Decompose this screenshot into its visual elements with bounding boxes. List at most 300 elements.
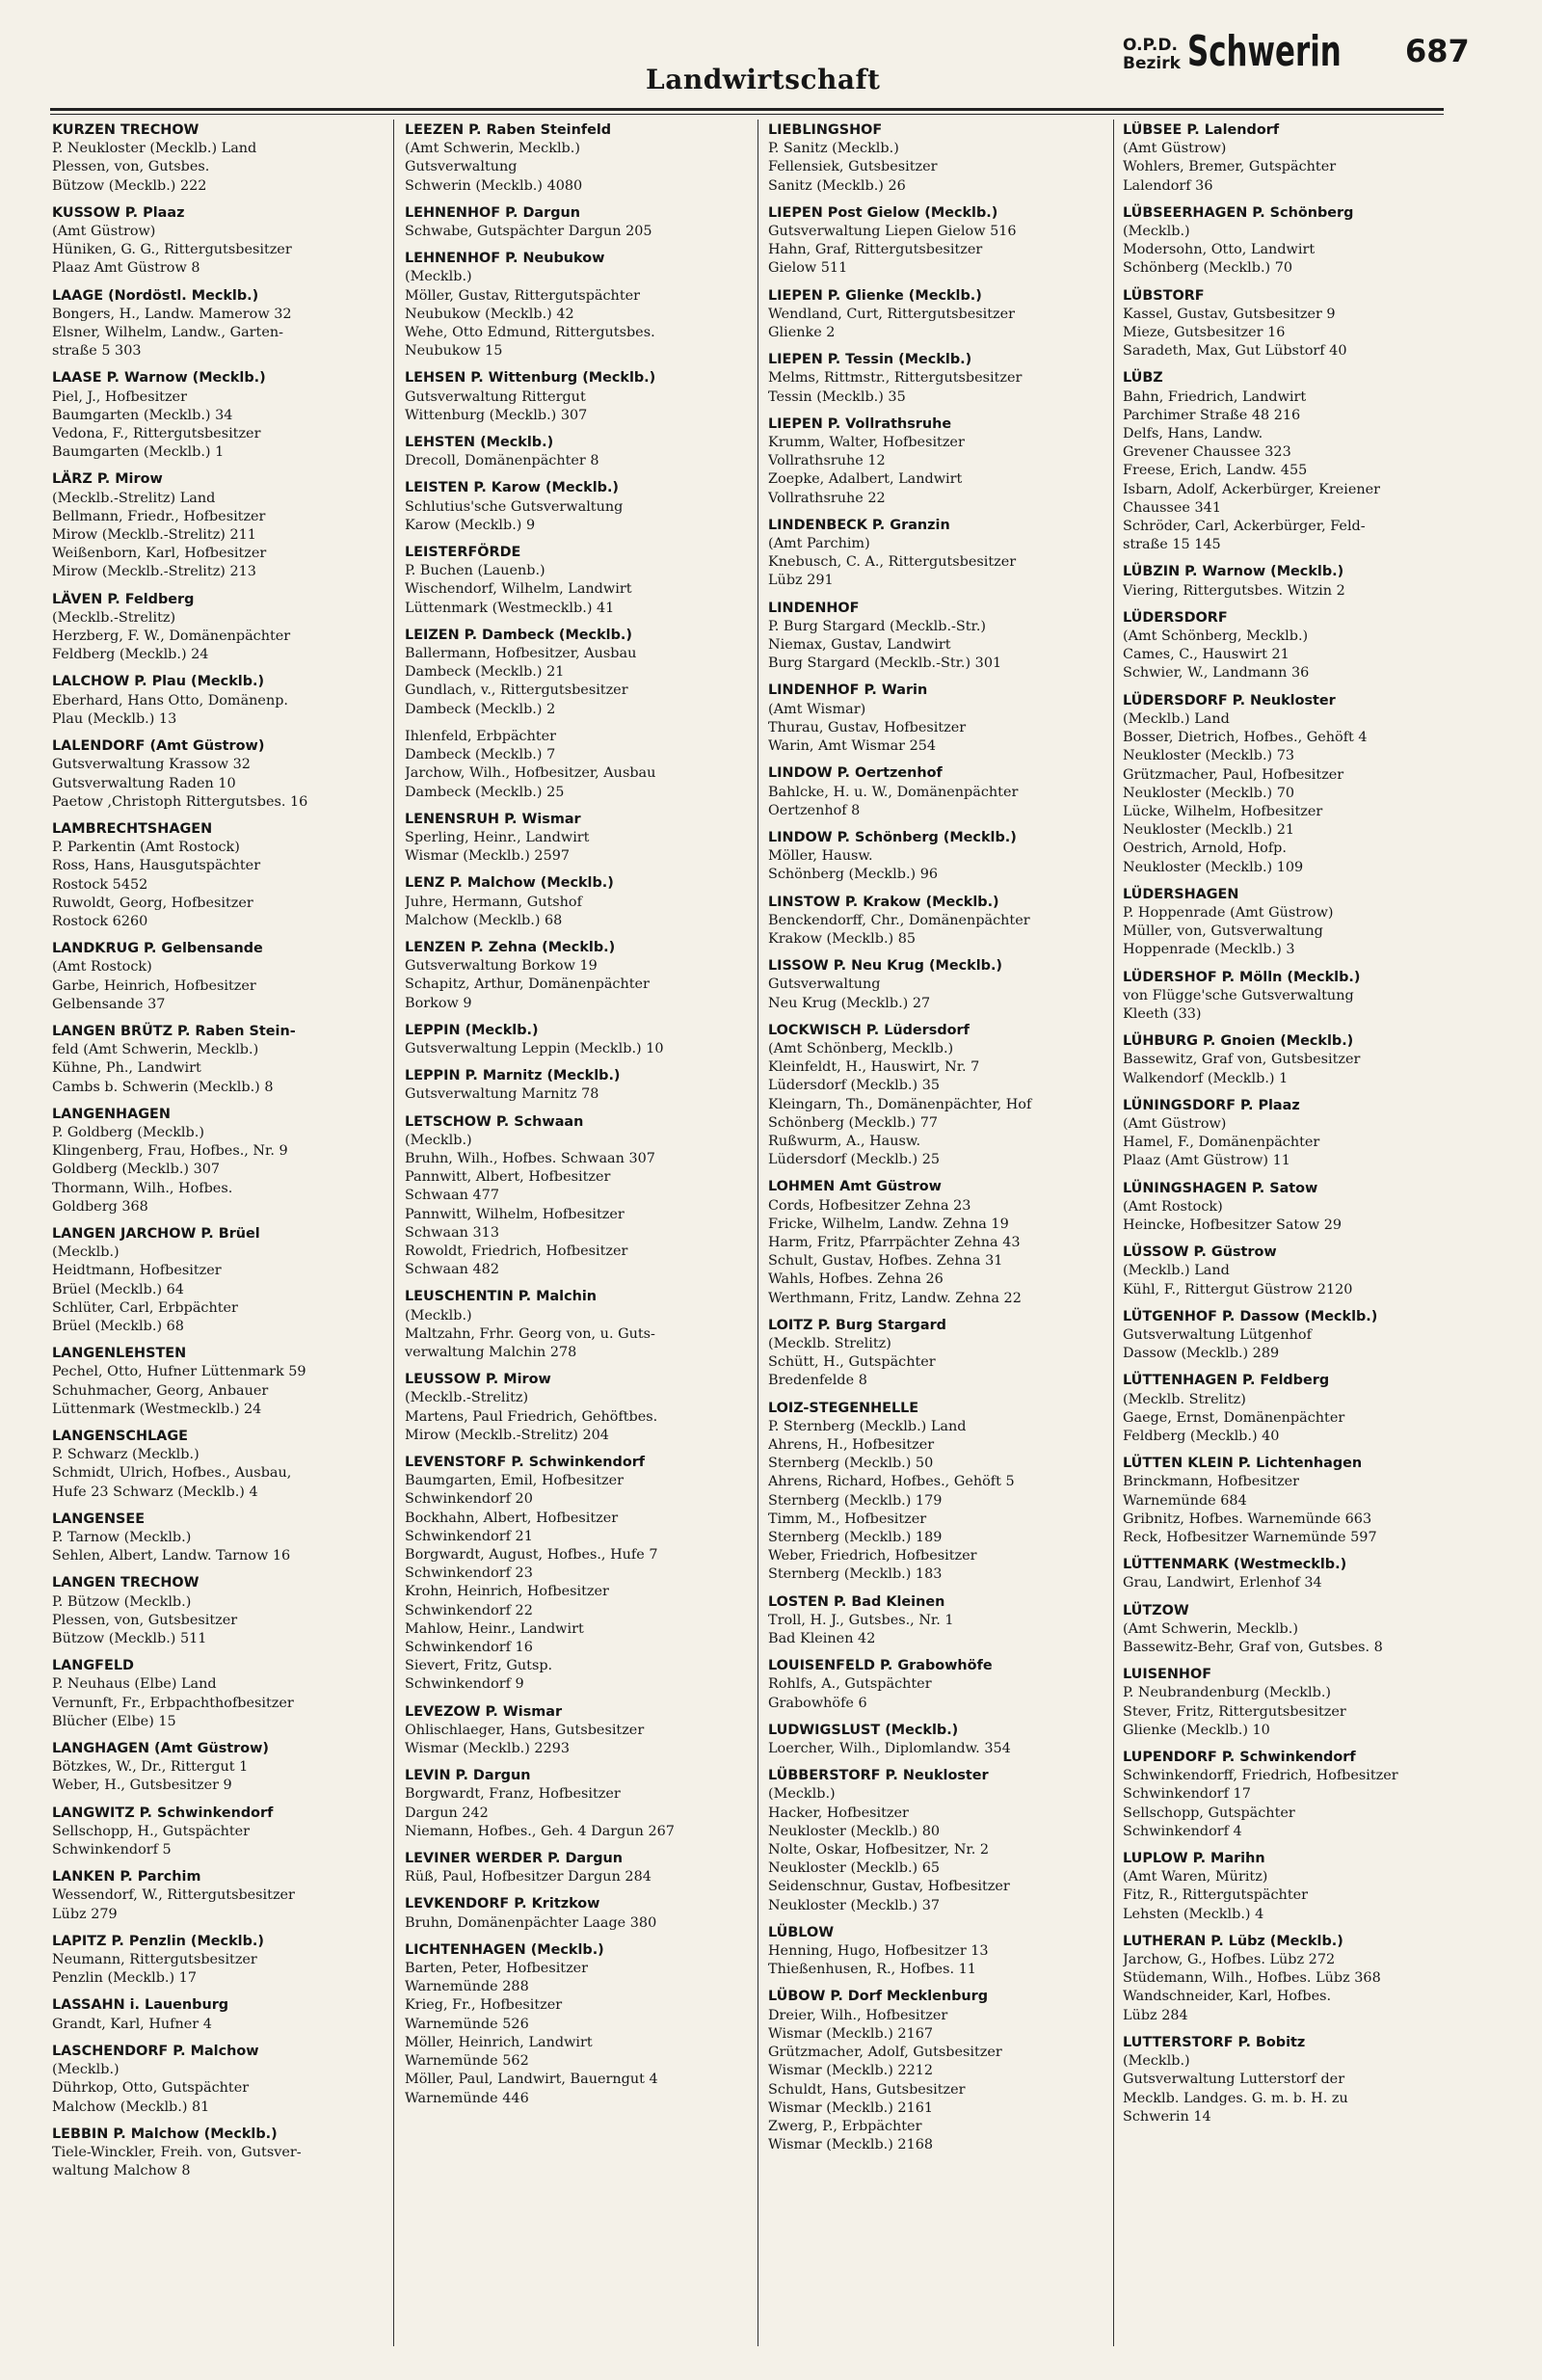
place-heading: LÜSSOW P. Güstrow — [1123, 1244, 1277, 1261]
entry-line: Bockhahn, Albert, Hofbesitzer — [405, 1510, 619, 1526]
directory-entry — [405, 1371, 779, 1445]
place-heading: LANGENSEE — [52, 1511, 146, 1527]
directory-entry — [768, 957, 1142, 1013]
entry-line: Paetow ,Christoph Rittergutsbes. 16 — [52, 793, 308, 810]
entry-line: Wismar (Mecklb.) 2167 — [768, 2025, 934, 2042]
directory-entry — [1123, 1455, 1497, 1547]
entry-line: Bellmann, Friedr., Hofbesitzer — [52, 508, 266, 524]
place-heading: LINDENBECK P. Granzin — [768, 517, 950, 533]
entry-line: Gutsverwaltung Lutterstorf der — [1123, 2072, 1345, 2088]
entry-line: Wittenburg (Mecklb.) 307 — [405, 407, 588, 423]
place-heading: LÜTTENMARK (Westmecklb.) — [1123, 1557, 1347, 1573]
directory-entry — [1123, 1602, 1497, 1658]
entry-line: Karow (Mecklb.) 9 — [405, 517, 536, 533]
entry-line: Schönberg (Mecklb.) 70 — [1123, 260, 1293, 277]
entry-line: Grevener Chaussee 323 — [1123, 444, 1291, 461]
place-heading: LEISTEN P. Karow (Mecklb.) — [405, 480, 619, 496]
directory-entry — [405, 1703, 779, 1759]
entry-line: Neu Krug (Mecklb.) 27 — [768, 995, 931, 1011]
place-heading: LÜBOW P. Dorf Mecklenburg — [768, 1989, 989, 2005]
entry-line: Sellschopp, H., Gutspächter — [52, 1823, 251, 1839]
entry-line: Gutsverwaltung Borkow 19 — [405, 958, 598, 975]
directory-entry — [768, 351, 1142, 407]
header-rule-thick — [50, 108, 1444, 111]
entry-line: Piel, J., Hofbesitzer — [52, 388, 187, 405]
place-heading: LINSTOW P. Krakow (Mecklb.) — [768, 894, 999, 910]
entry-line: Brüel (Mecklb.) 68 — [52, 1318, 184, 1334]
entry-line: Mecklb. Landges. G. m. b. H. zu — [1123, 2090, 1348, 2106]
entry-line: (Amt Güstrow) — [1123, 141, 1227, 157]
entry-line: Gutsverwaltung Krassow 32 — [52, 757, 251, 773]
entry-line: Rostock 6260 — [52, 913, 148, 929]
place-heading: LIEPEN Post Gielow (Mecklb.) — [768, 204, 998, 221]
entry-line: Juhre, Hermann, Gutshof — [405, 894, 582, 910]
entry-line: Schwinkendorf 20 — [405, 1491, 533, 1508]
place-heading: LICHTENHAGEN (Mecklb.) — [405, 1941, 604, 1958]
entry-line: straße 15 145 — [1123, 537, 1221, 553]
entry-line: Oertzenhof 8 — [768, 802, 861, 818]
entry-line: P. Hoppenrade (Amt Güstrow) — [1123, 904, 1334, 921]
entry-line: (Mecklb.) — [405, 269, 472, 285]
entry-line: Lübz 291 — [768, 573, 834, 589]
entry-line: P. Burg Stargard (Mecklb.-Str.) — [768, 618, 987, 634]
place-heading: LEISTERFÖRDE — [405, 545, 521, 561]
entry-line: Plaaz Amt Güstrow 8 — [52, 260, 200, 277]
directory-entry — [768, 287, 1142, 343]
place-heading: LANGENHAGEN — [52, 1106, 171, 1122]
directory-entry — [1123, 1032, 1497, 1088]
place-heading: LIEPEN P. Glienke (Mecklb.) — [768, 287, 982, 304]
directory-entry — [405, 1850, 779, 1886]
entry-line: Vollrathsruhe 22 — [768, 490, 886, 506]
entry-line: Warnemünde 526 — [405, 2016, 529, 2032]
entry-line: P. Neuhaus (Elbe) Land — [52, 1676, 217, 1693]
entry-line: Mirow (Mecklb.-Strelitz) 213 — [52, 564, 256, 580]
entry-line: Krakow (Mecklb.) 85 — [768, 930, 917, 947]
entry-line: Isbarn, Adolf, Ackerbürger, Kreiener — [1123, 481, 1381, 497]
entry-line: Bosser, Dietrich, Hofbes., Gehöft 4 — [1123, 730, 1368, 746]
entry-line: Lübz 284 — [1123, 2007, 1188, 2023]
place-heading: LAMBRECHTSHAGEN — [52, 820, 213, 837]
entry-line: Lalendorf 36 — [1123, 177, 1213, 194]
entry-line: Neukloster (Mecklb.) 80 — [768, 1823, 941, 1839]
directory-entry — [1123, 287, 1497, 361]
place-heading: LOUISENFELD P. Grabowhöfe — [768, 1658, 993, 1674]
entry-line: Seidenschnur, Gustav, Hofbesitzer — [768, 1879, 1010, 1895]
entry-line: P. Bützow (Mecklb.) — [52, 1593, 192, 1610]
entry-line: Lüdersdorf (Mecklb.) 35 — [768, 1078, 941, 1094]
page-number: 687 — [1405, 33, 1470, 69]
place-heading: LUPENDORF P. Schwinkendorf — [1123, 1750, 1356, 1766]
directory-entry — [52, 1428, 426, 1502]
entry-line: Ahrens, Richard, Hofbes., Gehöft 5 — [768, 1474, 1015, 1490]
entry-line: Maltzahn, Frhr. Georg von, u. Guts- — [405, 1325, 655, 1342]
place-heading: LANKEN P. Parchim — [52, 1869, 201, 1885]
entry-line: P. Goldberg (Mecklb.) — [52, 1124, 204, 1140]
place-heading: KURZEN TRECHOW — [52, 122, 199, 138]
directory-entry — [1123, 121, 1497, 196]
opd-district-label: O.P.D. Bezirk — [1123, 36, 1181, 73]
place-heading: LEEZEN P. Raben Steinfeld — [405, 122, 612, 138]
entry-line: Burg Stargard (Mecklb.-Str.) 301 — [768, 655, 1002, 672]
entry-line: Garbe, Heinrich, Hofbesitzer — [52, 977, 256, 994]
entry-line: Pannwitt, Albert, Hofbesitzer — [405, 1169, 611, 1186]
directory-entry — [405, 1113, 779, 1280]
entry-line: Loercher, Wilh., Diplomlandw. 354 — [768, 1741, 1011, 1757]
directory-entry — [405, 204, 779, 241]
place-heading: LÜBZIN P. Warnow (Mecklb.) — [1123, 564, 1344, 580]
entry-line: Schlüter, Carl, Erbpächter — [52, 1299, 238, 1316]
entry-line: Kühl, F., Rittergut Güstrow 2120 — [1123, 1281, 1353, 1297]
entry-line: (Amt Schwerin, Mecklb.) — [405, 141, 580, 157]
entry-line: Warnemünde 684 — [1123, 1492, 1247, 1509]
directory-entry — [405, 939, 779, 1013]
entry-line: Sievert, Fritz, Gutsp. — [405, 1658, 553, 1674]
entry-line: Gundlach, v., Rittergutsbesitzer — [405, 682, 628, 699]
directory-entry — [405, 1022, 779, 1058]
entry-line: Bad Kleinen 42 — [768, 1631, 876, 1647]
entry-line: Müller, von, Gutsverwaltung — [1123, 923, 1323, 940]
entry-line: (Amt Rostock) — [52, 959, 152, 976]
entry-line: Hoppenrade (Mecklb.) 3 — [1123, 942, 1295, 958]
directory-entry — [1123, 1097, 1497, 1171]
entry-line: Gutsverwaltung — [768, 976, 881, 993]
entry-line: Wismar (Mecklb.) 2212 — [768, 2063, 934, 2079]
entry-line: Schwinkendorf 23 — [405, 1565, 533, 1582]
entry-line: Henning, Hugo, Hofbesitzer 13 — [768, 1943, 989, 1960]
entry-line: Neumann, Rittergutsbesitzer — [52, 1952, 257, 1968]
place-heading: LUPLOW P. Marihn — [1123, 1851, 1265, 1867]
place-heading: LANGENLEHSTEN — [52, 1346, 187, 1362]
entry-line: Gaege, Ernst, Domänenpächter — [1123, 1409, 1345, 1426]
entry-line: Schwaan 313 — [405, 1224, 499, 1241]
entry-line: Schwabe, Gutspächter Dargun 205 — [405, 224, 652, 240]
directory-entry — [405, 121, 779, 196]
entry-line: Hahn, Graf, Rittergutsbesitzer — [768, 242, 983, 258]
entry-line: Sehlen, Albert, Landw. Tarnow 16 — [52, 1548, 291, 1564]
district-city: Schwerin — [1187, 27, 1342, 76]
entry-line: Drecoll, Domänenpächter 8 — [405, 453, 599, 469]
entry-line: (Amt Güstrow) — [52, 224, 156, 240]
entry-line: Lüttenmark (Westmecklb.) 24 — [52, 1401, 262, 1417]
entry-line: Niemax, Gustav, Landwirt — [768, 637, 951, 654]
entry-line: Möller, Paul, Landwirt, Bauerngut 4 — [405, 2072, 658, 2088]
place-heading: LEVIN P. Dargun — [405, 1768, 531, 1784]
place-heading: LIEBLINGSHOF — [768, 122, 883, 138]
entry-line: Freese, Erich, Landw. 455 — [1123, 463, 1308, 479]
entry-line: Weber, H., Gutsbesitzer 9 — [52, 1778, 232, 1794]
entry-line: Stever, Fritz, Rittergutsbesitzer — [1123, 1703, 1346, 1720]
entry-line: Nolte, Oskar, Hofbesitzer, Nr. 2 — [768, 1842, 990, 1859]
entry-line: Knebusch, C. A., Rittergutsbesitzer — [768, 554, 1017, 571]
entry-line: Kassel, Gustav, Gutsbesitzer 9 — [1123, 306, 1336, 322]
entry-line: Bruhn, Wilh., Hofbes. Schwaan 307 — [405, 1150, 655, 1166]
entry-line: P. Sanitz (Mecklb.) — [768, 141, 899, 157]
place-heading: LEPPIN P. Marnitz (Mecklb.) — [405, 1068, 621, 1084]
entry-line: Schwinkendorf 5 — [52, 1842, 172, 1859]
entry-line: Dambeck (Mecklb.) 7 — [405, 747, 556, 763]
entry-line: Plessen, von, Gutsbes. — [52, 159, 210, 175]
directory-entry — [768, 415, 1142, 508]
entry-line: Weber, Friedrich, Hofbesitzer — [768, 1548, 977, 1564]
place-heading: LOHMEN Amt Güstrow — [768, 1179, 942, 1195]
place-heading: LEHSTEN (Mecklb.) — [405, 435, 554, 451]
entry-line: Rüß, Paul, Hofbesitzer Dargun 284 — [405, 1869, 651, 1885]
entry-line: Warnemünde 288 — [405, 1979, 529, 1995]
entry-line: Gutsverwaltung Rittergut — [405, 388, 586, 405]
entry-line: Cames, C., Hauswirt 21 — [1123, 647, 1289, 663]
entry-line: Hufe 23 Schwarz (Mecklb.) 4 — [52, 1484, 258, 1500]
entry-line: Schönberg (Mecklb.) 77 — [768, 1114, 939, 1131]
place-heading: LEHNENHOF P. Dargun — [405, 204, 581, 221]
entry-line: Schwinkendorf 21 — [405, 1528, 533, 1544]
directory-entry — [1123, 1243, 1497, 1299]
entry-line: Dührkop, Otto, Gutspächter — [52, 2080, 250, 2097]
place-heading: LIEPEN P. Tessin (Mecklb.) — [768, 352, 972, 368]
place-heading: LEVINER WERDER P. Dargun — [405, 1851, 624, 1867]
entry-line: Elsner, Wilhelm, Landw., Garten- — [52, 325, 283, 341]
directory-entry — [1123, 886, 1497, 960]
entry-line: Thormann, Wilh., Hofbes. — [52, 1180, 233, 1196]
directory-entry — [405, 811, 779, 867]
directory-entry — [52, 369, 426, 462]
directory-entry — [768, 829, 1142, 885]
entry-line: Wandschneider, Karl, Hofbes. — [1123, 1989, 1332, 2005]
entry-line: Sternberg (Mecklb.) 183 — [768, 1566, 943, 1583]
entry-line: Fricke, Wilhelm, Landw. Zehna 19 — [768, 1216, 1009, 1232]
entry-line: (Amt Schönberg, Mecklb.) — [768, 1040, 954, 1056]
directory-entry — [768, 1657, 1142, 1713]
header-rule-thin — [50, 114, 1444, 115]
directory-entry — [405, 1454, 779, 1695]
entry-line: Wahls, Hofbes. Zehna 26 — [768, 1271, 944, 1288]
entry-line: Sternberg (Mecklb.) 50 — [768, 1456, 934, 1472]
entry-line: Bahlcke, H. u. W., Domänenpächter — [768, 784, 1019, 800]
entry-line: Ihlenfeld, Erbpächter — [405, 728, 557, 744]
place-heading: LOIZ-STEGENHELLE — [768, 1400, 919, 1416]
place-heading: LEPPIN (Mecklb.) — [405, 1022, 539, 1038]
entry-line: (Mecklb.) — [1123, 2053, 1190, 2070]
page-header — [0, 0, 1542, 106]
entry-line: Schwerin (Mecklb.) 4080 — [405, 177, 583, 194]
directory-entry — [52, 591, 426, 665]
entry-line: Wendland, Curt, Rittergutsbesitzer — [768, 306, 1016, 322]
entry-line: Feldberg (Mecklb.) 40 — [1123, 1429, 1280, 1444]
entry-line: Hüniken, G. G., Rittergutsbesitzer — [52, 242, 292, 258]
directory-entry — [768, 1924, 1142, 1980]
entry-line: Weißenborn, Karl, Hofbesitzer — [52, 546, 267, 562]
directory-entry — [52, 673, 426, 729]
entry-line: Feldberg (Mecklb.) 24 — [52, 647, 209, 663]
directory-entry — [52, 1933, 426, 1989]
directory-entry — [768, 600, 1142, 674]
entry-line: Reck, Hofbesitzer Warnemünde 597 — [1123, 1530, 1377, 1546]
entry-line: Barten, Peter, Hofbesitzer — [405, 1961, 589, 1977]
entry-line: Vollrathsruhe 12 — [768, 453, 886, 469]
directory-entry — [405, 1288, 779, 1362]
entry-line: Bruhn, Domänenpächter Laage 380 — [405, 1914, 657, 1931]
directory-entry — [52, 820, 426, 931]
entry-line: Chaussee 341 — [1123, 499, 1221, 516]
entry-line: Harm, Fritz, Pfarrpächter Zehna 43 — [768, 1234, 1021, 1250]
place-heading: LEIZEN P. Dambeck (Mecklb.) — [405, 627, 632, 643]
place-heading: LANGEN JARCHOW P. Brüel — [52, 1225, 260, 1242]
directory-entry — [768, 517, 1142, 591]
entry-line: Penzlin (Mecklb.) 17 — [52, 1970, 197, 1987]
directory-entry — [52, 1574, 426, 1648]
entry-line: Gelbensande 37 — [52, 996, 166, 1012]
entry-line: Mieze, Gutsbesitzer 16 — [1123, 325, 1286, 341]
entry-line: Gribnitz, Hofbes. Warnemünde 663 — [1123, 1511, 1372, 1527]
entry-line: Sternberg (Mecklb.) 179 — [768, 1492, 943, 1509]
directory-column-1 — [52, 121, 426, 2348]
entry-line: (Amt Waren, Müritz) — [1123, 1869, 1268, 1885]
entry-line: (Mecklb.-Strelitz) — [52, 609, 176, 626]
entry-line: (Mecklb. Strelitz) — [1123, 1391, 1246, 1407]
entry-line: Fitz, R., Rittergutspächter — [1123, 1887, 1309, 1904]
entry-line: Schwaan 477 — [405, 1188, 499, 1204]
entry-line: Lüttenmark (Westmecklb.) 41 — [405, 600, 615, 616]
entry-line: Neubukow 15 — [405, 343, 503, 360]
place-heading: LÜDERSHOF P. Mölln (Mecklb.) — [1123, 969, 1361, 985]
entry-line: Krumm, Walter, Hofbesitzer — [768, 435, 965, 451]
entry-line: Schuhmacher, Georg, Anbauer — [52, 1382, 269, 1399]
directory-column-2 — [405, 121, 779, 2348]
entry-line: Dargun 242 — [405, 1805, 489, 1821]
entry-line: Eberhard, Hans Otto, Domänenp. — [52, 692, 288, 709]
entry-line: Lehsten (Mecklb.) 4 — [1123, 1906, 1264, 1922]
entry-line: Wismar (Mecklb.) 2293 — [405, 1741, 571, 1757]
place-heading: LÜNINGSHAGEN P. Satow — [1123, 1180, 1318, 1196]
place-heading: LAAGE (Nordöstl. Mecklb.) — [52, 287, 259, 304]
entry-line: Warnemünde 562 — [405, 2053, 529, 2070]
directory-entry — [405, 479, 779, 535]
entry-line: Dambeck (Mecklb.) 21 — [405, 664, 565, 681]
directory-entry — [1123, 1933, 1497, 2025]
directory-entry — [52, 204, 426, 279]
entry-line: Saradeth, Max, Gut Lübstorf 40 — [1123, 343, 1347, 360]
entry-line: Lüdersdorf (Mecklb.) 25 — [768, 1152, 941, 1168]
place-heading: LINDOW P. Schönberg (Mecklb.) — [768, 829, 1017, 845]
entry-line: Dambeck (Mecklb.) 25 — [405, 784, 565, 800]
directory-entry — [768, 682, 1142, 756]
place-heading: LEBBIN P. Malchow (Mecklb.) — [52, 2126, 278, 2142]
entry-line: Jarchow, G., Hofbes. Lübz 272 — [1123, 1952, 1336, 1968]
entry-line: Bassewitz-Behr, Graf von, Gutsbes. 8 — [1123, 1640, 1383, 1656]
entry-line: Möller, Hausw. — [768, 848, 873, 865]
entry-line: Tessin (Mecklb.) 35 — [768, 388, 906, 405]
place-heading: LÜBLOW — [768, 1924, 835, 1940]
entry-line: Martens, Paul Friedrich, Gehöftbes. — [405, 1408, 658, 1425]
directory-entry — [52, 2043, 426, 2117]
entry-line: (Mecklb.-Strelitz) — [405, 1390, 529, 1406]
entry-line: Schönberg (Mecklb.) 96 — [768, 867, 939, 883]
entry-line: (Amt Parchim) — [768, 536, 870, 552]
entry-line: Oestrich, Arnold, Hofp. — [1123, 841, 1287, 857]
entry-line: Warnemünde 446 — [405, 2090, 529, 2106]
entry-line: (Mecklb.) — [1123, 224, 1190, 240]
entry-line: P. Neubrandenburg (Mecklb.) — [1123, 1685, 1332, 1701]
directory-entry — [52, 1023, 426, 1097]
entry-line: Schütt, H., Gutspächter — [768, 1354, 936, 1371]
entry-line: Sanitz (Mecklb.) 26 — [768, 177, 906, 194]
entry-line: Warin, Amt Wismar 254 — [768, 738, 937, 755]
entry-line: (Mecklb.) Land — [1123, 710, 1230, 727]
place-heading: LEUSSOW P. Mirow — [405, 1372, 551, 1388]
directory-entry — [1123, 1850, 1497, 1924]
entry-line: Gutsverwaltung Leppin (Mecklb.) 10 — [405, 1040, 664, 1056]
place-heading: LOCKWISCH P. Lüdersdorf — [768, 1022, 970, 1038]
entry-line: P. Neukloster (Mecklb.) Land — [52, 141, 257, 157]
place-heading: LOITZ P. Burg Stargard — [768, 1317, 946, 1333]
directory-column-3 — [768, 121, 1142, 2348]
place-heading: LEHNENHOF P. Neubukow — [405, 251, 605, 267]
entry-line: Tiele-Winckler, Freih. von, Gutsver- — [52, 2144, 302, 2160]
entry-line: Pechel, Otto, Hufner Lüttenmark 59 — [52, 1364, 306, 1380]
entry-line: Bongers, H., Landw. Mamerow 32 — [52, 306, 292, 322]
entry-line: Walkendorf (Mecklb.) 1 — [1123, 1070, 1289, 1086]
directory-entry — [1123, 609, 1497, 683]
entry-line: Hacker, Hofbesitzer — [768, 1805, 909, 1821]
place-heading: LÜDERSHAGEN — [1123, 886, 1239, 902]
entry-line: Zoepke, Adalbert, Landwirt — [768, 471, 963, 488]
place-heading: LEHSEN P. Wittenburg (Mecklb.) — [405, 370, 656, 387]
directory-entry — [768, 1722, 1142, 1758]
entry-line: Viering, Rittergutsbes. Witzin 2 — [1123, 582, 1345, 599]
entry-line: Bötzkes, W., Dr., Rittergut 1 — [52, 1759, 249, 1776]
entry-line: Pannwitt, Wilhelm, Hofbesitzer — [405, 1206, 625, 1222]
entry-line: Gutsverwaltung Lütgenhof — [1123, 1326, 1312, 1343]
entry-line: P. Sternberg (Mecklb.) Land — [768, 1418, 967, 1434]
entry-line: Borkow 9 — [405, 995, 472, 1011]
entry-line: Gielow 511 — [768, 260, 848, 277]
directory-entry — [1123, 1749, 1497, 1841]
entry-line: Stüdemann, Wilh., Hofbes. Lübz 368 — [1123, 1970, 1381, 1987]
place-heading: LÜNINGSDORF P. Plaaz — [1123, 1097, 1300, 1113]
entry-line: Schwinkendorf 17 — [1123, 1786, 1251, 1803]
place-heading: LÜDERSDORF P. Neukloster — [1123, 692, 1336, 709]
directory-entry — [52, 940, 426, 1014]
entry-line: Heidtmann, Hofbesitzer — [52, 1263, 222, 1279]
place-heading: LÜTGENHOF P. Dassow (Mecklb.) — [1123, 1308, 1378, 1324]
place-heading: KUSSOW P. Plaaz — [52, 204, 185, 221]
entry-line: Goldberg (Mecklb.) 307 — [52, 1162, 221, 1178]
directory-entry — [52, 1805, 426, 1860]
entry-line: Gutsverwaltung Marnitz 78 — [405, 1086, 599, 1103]
entry-line: Wismar (Mecklb.) 2161 — [768, 2099, 934, 2116]
entry-line: Wischendorf, Wilhelm, Landwirt — [405, 581, 632, 598]
place-heading: LENENSRUH P. Wismar — [405, 811, 581, 827]
place-heading: LASCHENDORF P. Malchow — [52, 2043, 259, 2059]
directory-entry — [52, 287, 426, 361]
entry-line: Rostock 5452 — [52, 876, 148, 893]
entry-line: Schuldt, Hans, Gutsbesitzer — [768, 2081, 966, 2098]
entry-line: (Amt Rostock) — [1123, 1198, 1223, 1215]
entry-line: Kleinfeldt, H., Hauswirt, Nr. 7 — [768, 1059, 980, 1076]
entry-line: (Amt Schönberg, Mecklb.) — [1123, 628, 1309, 645]
entry-line: Schwinkendorf 4 — [1123, 1823, 1242, 1839]
entry-line: Baumgarten (Mecklb.) 34 — [52, 407, 233, 423]
place-heading: LÄVEN P. Feldberg — [52, 591, 195, 607]
entry-line: Sellschopp, Gutspächter — [1123, 1805, 1295, 1821]
directory-entry — [1123, 1308, 1497, 1364]
entry-line: Schröder, Carl, Ackerbürger, Feld- — [1123, 519, 1366, 535]
entry-line: Neukloster (Mecklb.) 109 — [1123, 859, 1304, 875]
place-heading: LISSOW P. Neu Krug (Mecklb.) — [768, 958, 1003, 975]
entry-line: Mirow (Mecklb.-Strelitz) 204 — [405, 1427, 609, 1443]
entry-line: Brinckmann, Hofbesitzer — [1123, 1474, 1300, 1490]
entry-line: verwaltung Malchin 278 — [405, 1344, 577, 1360]
